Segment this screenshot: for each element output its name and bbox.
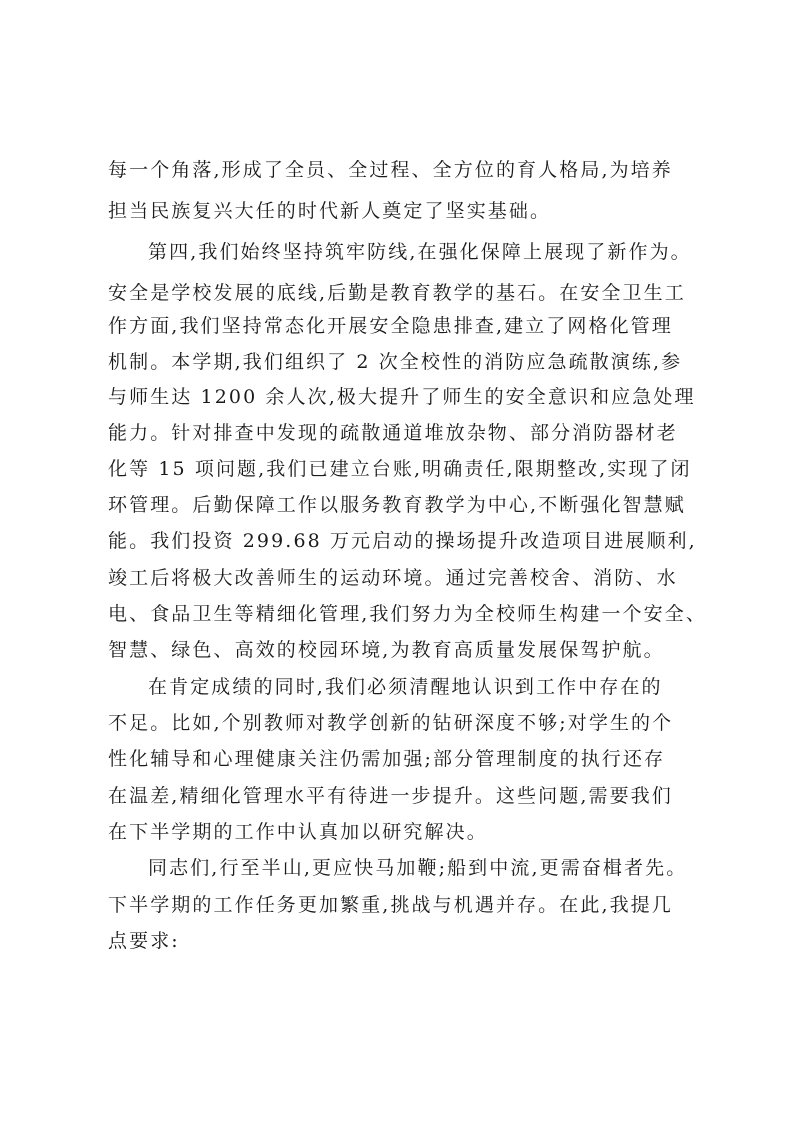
text-line: 与师生达 1200 余人次,极大提升了师生的安全意识和应急处理 bbox=[108, 386, 696, 408]
text-line: 环管理。后勤保障工作以服务教育教学为中心,不断强化智慧赋 bbox=[108, 494, 686, 516]
text-line: 智慧、绿色、高效的校园环境,为教育高质量发展保驾护航。 bbox=[108, 639, 665, 661]
text-line: 机制。本学期,我们组织了 2 次全校性的消防应急疏散演练,参 bbox=[108, 351, 683, 373]
text-line: 下半学期的工作任务更加繁重,挑战与机遇并存。在此,我提几 bbox=[108, 894, 673, 916]
text-line: 作方面,我们坚持常态化开展安全隐患排查,建立了网格化管理 bbox=[108, 315, 673, 337]
text-line: 安全是学校发展的底线,后勤是教育教学的基石。在安全卫生工 bbox=[108, 282, 686, 304]
text-line: 点要求: bbox=[108, 930, 180, 952]
text-line: 竣工后将极大改善师生的运动环境。通过完善校舍、消防、水 bbox=[108, 567, 678, 589]
text-line: 电、食品卫生等精细化管理,我们努力为全校师生构建一个安全、 bbox=[108, 603, 707, 625]
paragraph-start-line: 同志们,行至半山,更应快马加鞭;船到中流,更需奋楫者先。 bbox=[148, 857, 688, 879]
text-line: 担当民族复兴大任的时代新人奠定了坚实基础。 bbox=[108, 200, 552, 222]
paragraph-start-line: 第四,我们始终坚持筑牢防线,在强化保障上展现了新作为。 bbox=[148, 241, 692, 263]
text-line: 在温差,精细化管理水平有待进一步提升。这些问题,需要我们 bbox=[108, 785, 673, 807]
text-line: 不足。比如,个别教师对教学创新的钻研深度不够;对学生的个 bbox=[108, 712, 674, 734]
text-line: 在下半学期的工作中认真加以研究解决。 bbox=[108, 821, 488, 843]
text-line: 每一个角落,形成了全员、全过程、全方位的育人格局,为培养 bbox=[108, 159, 673, 181]
paragraph-start-line: 在肯定成绩的同时,我们必须清醒地认识到工作中存在的 bbox=[148, 676, 663, 698]
text-line: 能力。针对排查中发现的疏散通道堆放杂物、部分消防器材老 bbox=[108, 422, 678, 444]
text-line: 性化辅导和心理健康关注仍需加强;部分管理制度的执行还存 bbox=[108, 748, 666, 770]
text-line: 能。我们投资 299.68 万元启动的操场提升改造项目进展顺利, bbox=[108, 530, 697, 552]
text-line: 化等 15 项问题,我们已建立台账,明确责任,限期整改,实现了闭 bbox=[108, 458, 692, 480]
